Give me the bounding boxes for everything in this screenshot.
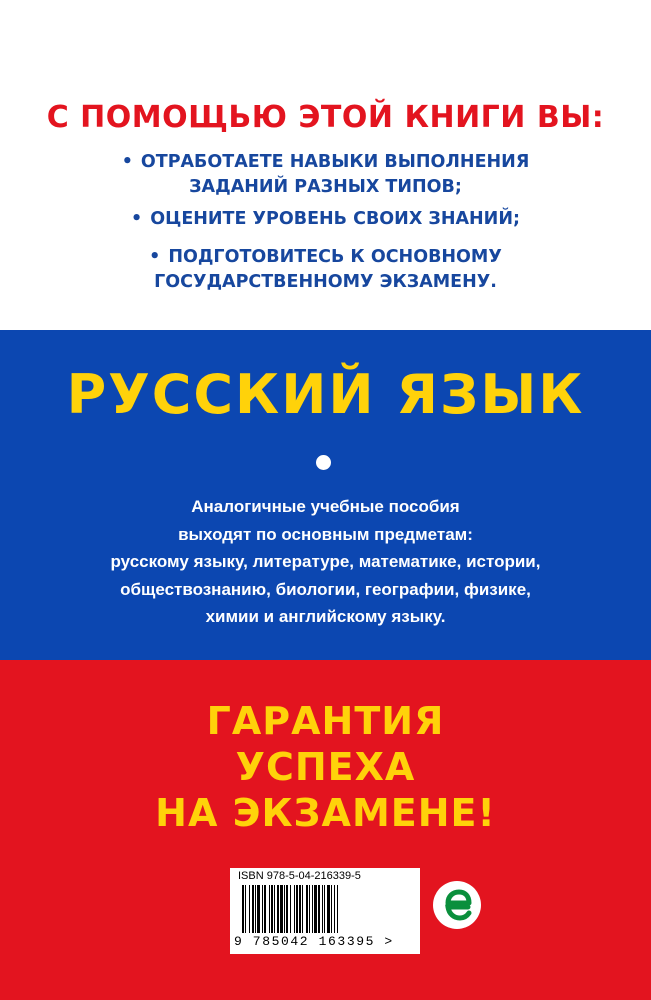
barcode-bar: [242, 885, 244, 933]
benefit-bullet-3: [0, 245, 651, 295]
barcode-bar: [271, 885, 273, 933]
barcode-bar: [290, 885, 291, 933]
slogan-line: УСПЕХА: [235, 745, 416, 789]
bullet-icon: •: [149, 247, 161, 267]
description-line: Аналогичные учебные пособия: [191, 497, 460, 516]
series-description: [0, 493, 651, 631]
barcode-bars-icon: [230, 885, 420, 935]
barcode-bar: [255, 885, 256, 933]
subject-title: РУССКИЙ ЯЗЫК: [66, 363, 585, 426]
barcode-bar: [302, 885, 303, 933]
barcode-bar: [337, 885, 338, 933]
separator-dot-icon: [316, 455, 331, 470]
barcode-bar: [312, 885, 313, 933]
barcode-bar: [334, 885, 335, 933]
benefit-3-line-2: ГОСУДАРСТВЕННОМУ ЭКЗАМЕНУ.: [154, 272, 497, 292]
barcode-digits: 9 785042 163395 >: [234, 934, 394, 949]
barcode-bar: [294, 885, 295, 933]
benefit-3-line-1: ПОДГОТОВИТЕСЬ К ОСНОВНОМУ: [168, 247, 502, 267]
guarantee-slogan: [0, 698, 651, 836]
barcode-bar: [309, 885, 310, 933]
barcode-bar: [280, 885, 283, 933]
slogan-line: НА ЭКЗАМЕНЕ!: [155, 791, 496, 835]
barcode-bar: [306, 885, 308, 933]
description-line: выходят по основным предметам:: [178, 524, 473, 544]
bullet-icon: •: [131, 209, 143, 229]
isbn-barcode: [230, 868, 420, 954]
description-line: обществознанию, биологии, географии, физике,: [120, 579, 531, 599]
description-line: русскому языку, литературе, математике, истории,: [110, 552, 541, 571]
barcode-bar: [331, 885, 332, 933]
barcode-bar: [257, 885, 260, 933]
publisher-logo-icon: [432, 880, 482, 930]
slogan-line: ГАРАНТИЯ: [206, 699, 445, 743]
barcode-bar: [299, 885, 301, 933]
isbn-number: ISBN 978-5-04-216339-5: [238, 870, 361, 882]
barcode-bar: [314, 885, 317, 933]
barcode-bar: [269, 885, 270, 933]
barcode-bar: [264, 885, 266, 933]
intro-heading: С ПОМОЩЬЮ ЭТОЙ КНИГИ ВЫ:: [46, 100, 605, 135]
description-line: химии и английскому языку.: [205, 607, 446, 626]
barcode-bar: [245, 885, 246, 933]
barcode-bar: [324, 885, 325, 933]
barcode-bar: [277, 885, 279, 933]
benefit-1-line-1: ОТРАБОТАЕТЕ НАВЫКИ ВЫПОЛНЕНИЯ: [140, 152, 530, 172]
barcode-bar: [318, 885, 320, 933]
benefit-1-line-2: ЗАДАНИЙ РАЗНЫХ ТИПОВ;: [189, 177, 462, 197]
bullet-icon: •: [121, 152, 133, 172]
barcode-bar: [284, 885, 285, 933]
benefit-bullet-1: [0, 150, 651, 200]
barcode-bar: [286, 885, 288, 933]
barcode-bar: [322, 885, 323, 933]
benefit-bullet-2: [0, 207, 651, 232]
barcode-bar: [249, 885, 250, 933]
benefit-2-line-1: ОЦЕНИТЕ УРОВЕНЬ СВОИХ ЗНАНИЙ;: [150, 209, 520, 229]
barcode-bar: [262, 885, 263, 933]
barcode-bar: [274, 885, 275, 933]
barcode-bar: [296, 885, 298, 933]
barcode-bar: [252, 885, 254, 933]
barcode-bar: [327, 885, 330, 933]
